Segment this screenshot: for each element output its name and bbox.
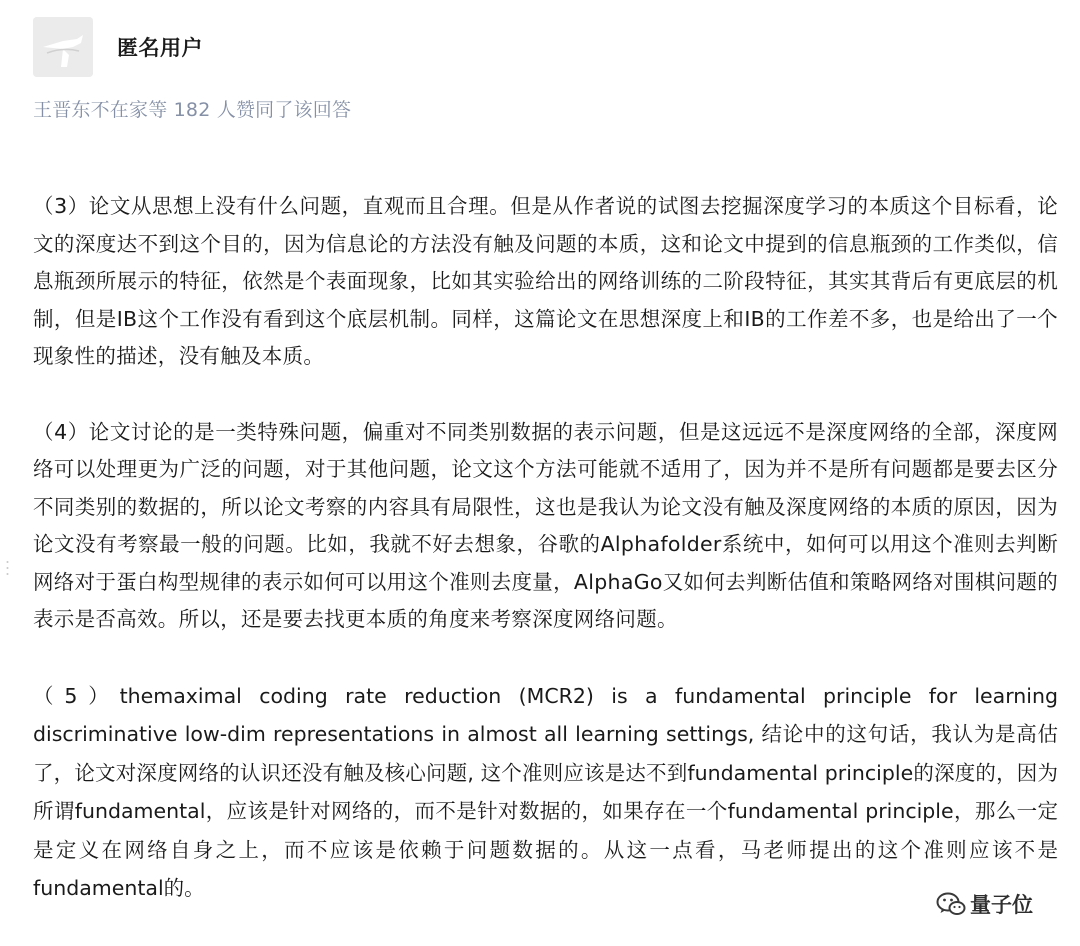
drag-handle-icon xyxy=(6,560,9,576)
anonymous-avatar-icon[interactable] xyxy=(33,17,93,77)
answer-paragraph-5: （5）themaximal coding rate reduction (MCR2) is a fundamental principle for learning discriminative low-dim representations in almost all learning settings, 结论中的这句话，我认为是高估了，论文对深度网络的认识还没有触及核心问题, 这个准则应该是达不到fundamental principle的深度的，因为所谓fundamental，应该是针对网络的，而不是针对数据的，如果存在一个fundamental principle，那么一定是定义在网络自身之上，而不应该是依赖于问题数据的。从这一点看，马老师提出的这个准则应该不是fundamental的。 xyxy=(33,683,1058,900)
answer-paragraph-3: （3）论文从思想上没有什么问题，直观而且合理。但是从作者说的试图去挖掘深度学习的本质这个目标看，论文的深度达不到这个目的，因为信息论的方法没有触及问题的本质，这和论文中提到的信息瓶颈的工作类似，信息瓶颈所展示的特征，依然是个表面现象，比如其实验给出的网络训练的二阶段特征，其实其背后有更底层的机制，但是IB这个工作没有看到这个底层机制。同样，这篇论文在思想深度上和IB的工作差不多，也是给出了一个现象性的描述，没有触及本质。 xyxy=(33,194,1058,368)
vote-count-text: 王晋东不在家等 182 人赞同了该回答 xyxy=(33,99,352,121)
author-name[interactable]: 匿名用户 xyxy=(117,36,203,60)
wechat-icon xyxy=(936,891,966,917)
watermark-text: 量子位 xyxy=(970,893,1033,917)
source-watermark xyxy=(930,887,1039,921)
answer-author-header xyxy=(33,17,203,77)
answer-paragraph-4: （4）论文讨论的是一类特殊问题，偏重对不同类别数据的表示问题，但是这远远不是深度网络的全部，深度网络可以处理更为广泛的问题，对于其他问题，论文这个方法可能就不适用了，因为并不是所有问题都是要去区分不同类别的数据的，所以论文考察的内容具有局限性，这也是我认为论文没有触及深度网络的本质的原因，因为论文没有考察最一般的问题。比如，我就不好去想象，谷歌的Alphafolder系统中，如何可以用这个准则去判断网络对于蛋白构型规律的表示如何可以用这个准则去度量，AlphaGo又如何去判断估值和策略网络对围棋问题的表示是否高效。所以，还是要去找更本质的角度来考察深度网络问题。 xyxy=(33,419,1058,631)
answer-content xyxy=(33,188,1058,946)
